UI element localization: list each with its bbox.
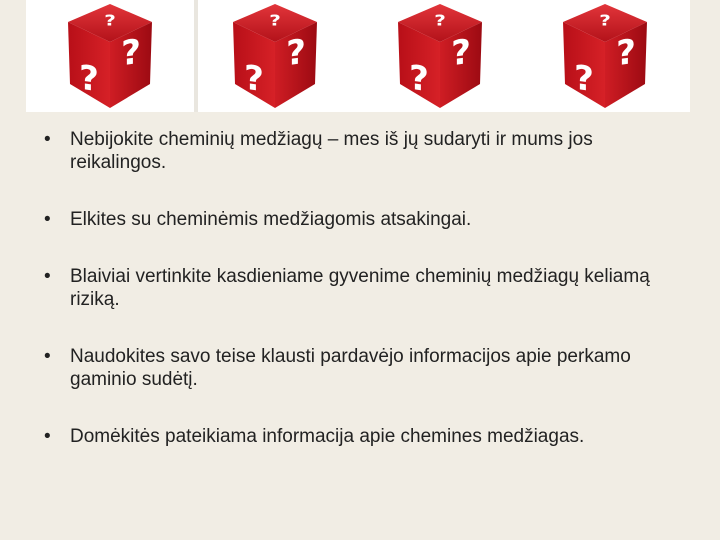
list-item (44, 128, 694, 174)
bullet-text: Elkites su cheminėmis medžiagomis atsakingai. (70, 209, 472, 230)
svg-text:?: ? (121, 31, 141, 75)
bullet-text: Blaiviai vertinkite kasdieniame gyvenime cheminių medžiagų keliamą riziką. (70, 266, 650, 310)
question-die-icon (225, 0, 325, 112)
question-die-icon (60, 0, 160, 112)
bullet-dot: • (44, 209, 51, 230)
svg-text:?: ? (574, 57, 594, 101)
list-item (44, 345, 694, 391)
bullet-list (44, 128, 694, 448)
svg-text:?: ? (434, 12, 446, 30)
banner-divider (194, 0, 198, 112)
svg-text:?: ? (599, 12, 611, 30)
bullet-dot: • (44, 426, 51, 447)
list-item (44, 265, 694, 311)
bullet-dot: • (44, 346, 51, 367)
list-item (44, 208, 694, 231)
list-item (44, 425, 694, 448)
bullet-dot: • (44, 129, 51, 150)
svg-text:?: ? (79, 57, 99, 101)
question-die-icon (390, 0, 490, 112)
svg-text:?: ? (616, 31, 636, 75)
bullet-text: Nebijokite cheminių medžiagų – mes iš jų sudaryti ir mums jos reikalingos. (70, 129, 593, 173)
svg-text:?: ? (451, 31, 471, 75)
bullet-text: Naudokites savo teise klausti pardavėjo informacijos apie perkamo gaminio sudėtį. (70, 346, 631, 390)
question-die-icon (555, 0, 655, 112)
svg-text:?: ? (244, 57, 264, 101)
svg-text:?: ? (104, 12, 116, 30)
svg-text:?: ? (269, 12, 281, 30)
bullet-text: Domėkitės pateikiama informacija apie chemines medžiagas. (70, 426, 585, 447)
svg-text:?: ? (409, 57, 429, 101)
bullet-dot: • (44, 266, 51, 287)
svg-text:?: ? (286, 31, 306, 75)
